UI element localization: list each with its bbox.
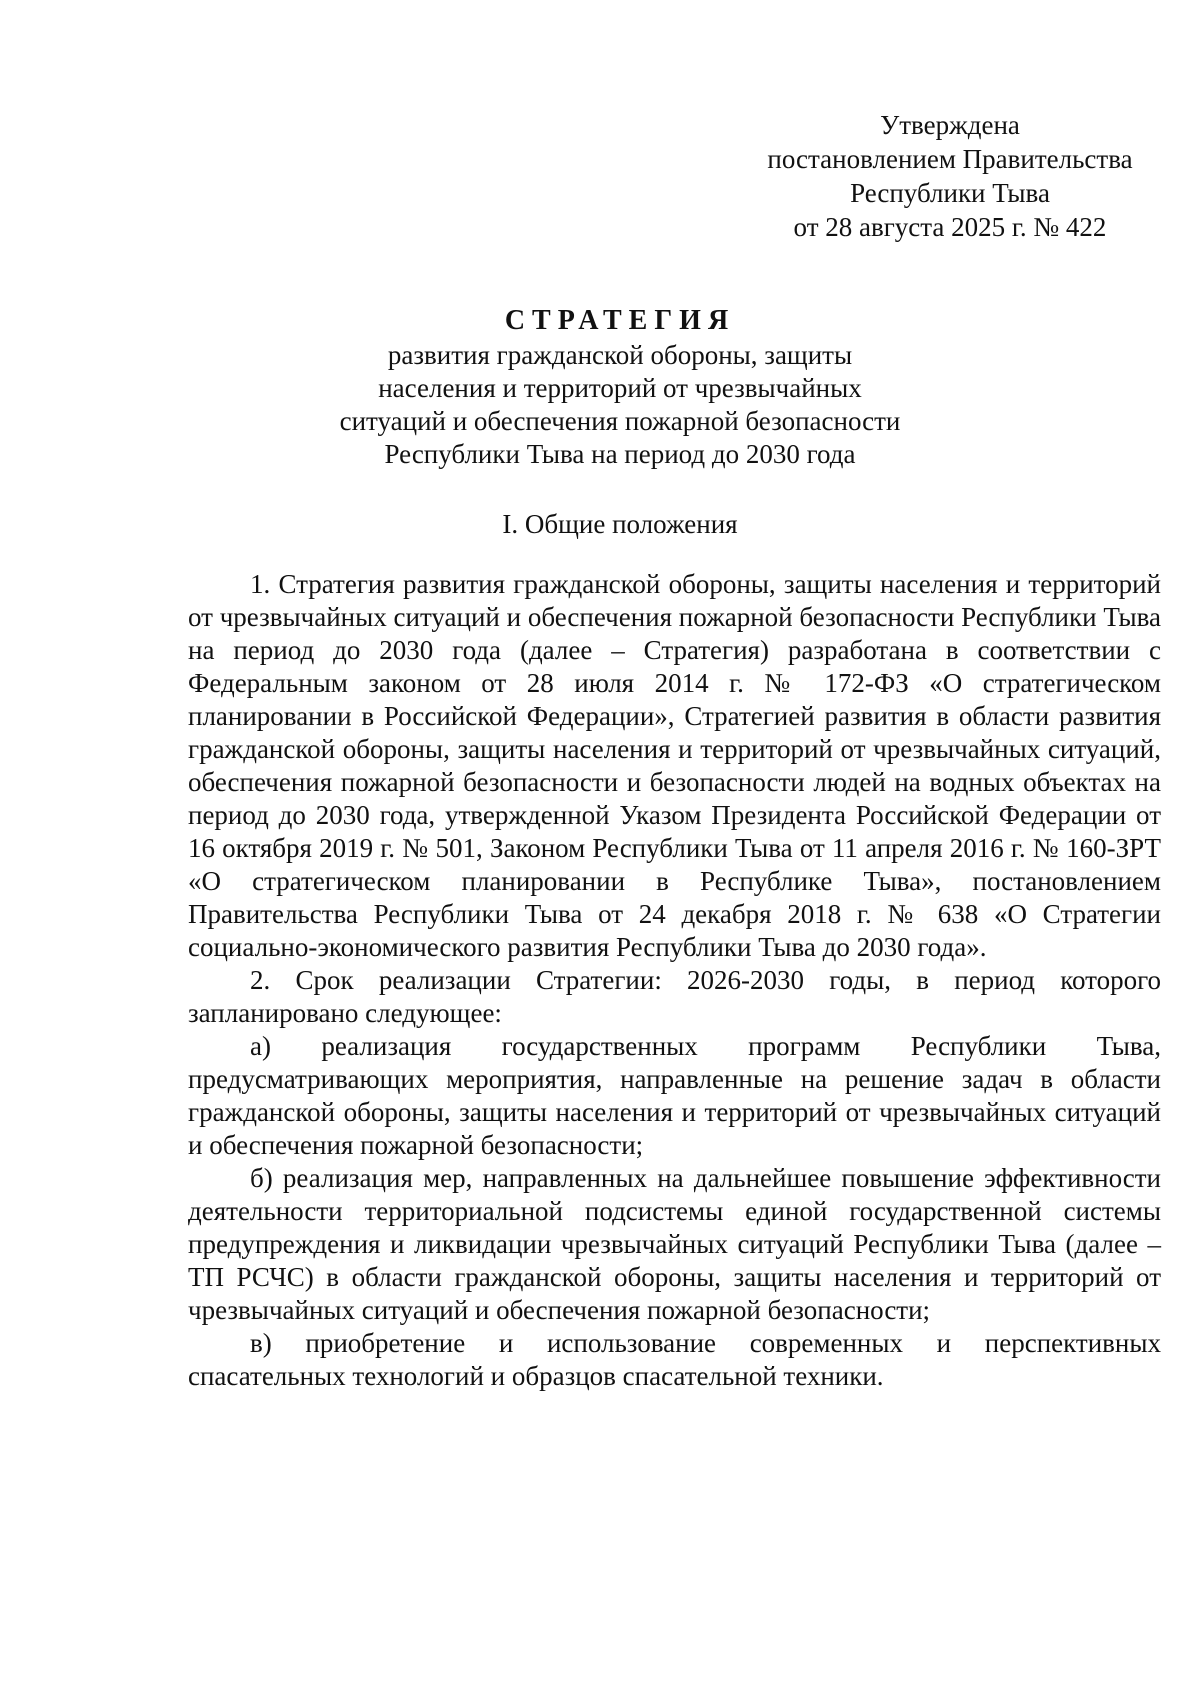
document-subtitle [300, 339, 940, 471]
paragraph: в) приобретение и использование современных и перспективных спасательных технологий и образцов спасательной техники. [188, 1328, 1161, 1391]
paragraph: а) реализация государственных программ Республики Тыва, предусматривающих мероприятия, направленные на решение задач в области гражданской обороны, защиты населения и территорий от чрезвычайных ситуаций и обеспечения пожарной безопасности; [188, 1031, 1161, 1160]
paragraph: б) реализация мер, направленных на дальнейшее повышение эффективности деятельности территориальной подсистемы единой государственной системы предупреждения и ликвидации чрезвычайных ситуаций Республики Тыва (далее – ТП РСЧС) в области гражданской обороны, защиты населения и территорий от чрезвычайных ситуаций и обеспечения пожарной безопасности; [188, 1163, 1161, 1325]
document-title-block [300, 303, 940, 471]
subtitle-line: развития гражданской обороны, защиты [387, 340, 853, 370]
subtitle-line: населения и территорий от чрезвычайных [378, 373, 862, 403]
subtitle-line: ситуаций и обеспечения пожарной безопасности [339, 406, 901, 436]
section-heading: I. Общие положения [502, 509, 738, 539]
subtitle-line: Республики Тыва на период до 2030 года [384, 439, 856, 469]
approval-line: постановлением Правительства [767, 144, 1133, 174]
section-body [188, 568, 1161, 1393]
approval-line: Республики Тыва [850, 178, 1050, 208]
paragraph: 1. Стратегия развития гражданской обороны, защиты населения и территорий от чрезвычайных ситуаций и обеспечения пожарной безопасности Республики Тыва на период до 2030 года (далее – Стратегия) разработана в соответствии с Федеральным законом от 28 июля 2014 г. № 172-ФЗ «О стратегическом планировании в Российской Федерации», Стратегией развития в области развития гражданской обороны, защиты населения и территорий от чрезвычайных ситуаций, обеспечения пожарной безопасности и безопасности людей на водных объектах на период до 2030 года, утвержденной Указом Президента Российской Федерации от 16 октября 2019 г. № 501, Законом Республики Тыва от 11 апреля 2016 г. № 160-ЗРТ «О стратегическом планировании в Республике Тыва», постановлением Правительства Республики Тыва от 24 декабря 2018 г. № 638 «О Стратегии социально-экономического развития Республики Тыва до 2030 года». [188, 569, 1161, 962]
approval-stamp-block [745, 108, 1155, 244]
document-title: СТРАТЕГИЯ [504, 305, 736, 336]
approval-line: от 28 августа 2025 г. № 422 [793, 212, 1107, 242]
paragraph: 2. Срок реализации Стратегии: 2026-2030 годы, в период которого запланировано следующее: [188, 965, 1161, 1028]
approval-line: Утверждена [880, 110, 1020, 140]
